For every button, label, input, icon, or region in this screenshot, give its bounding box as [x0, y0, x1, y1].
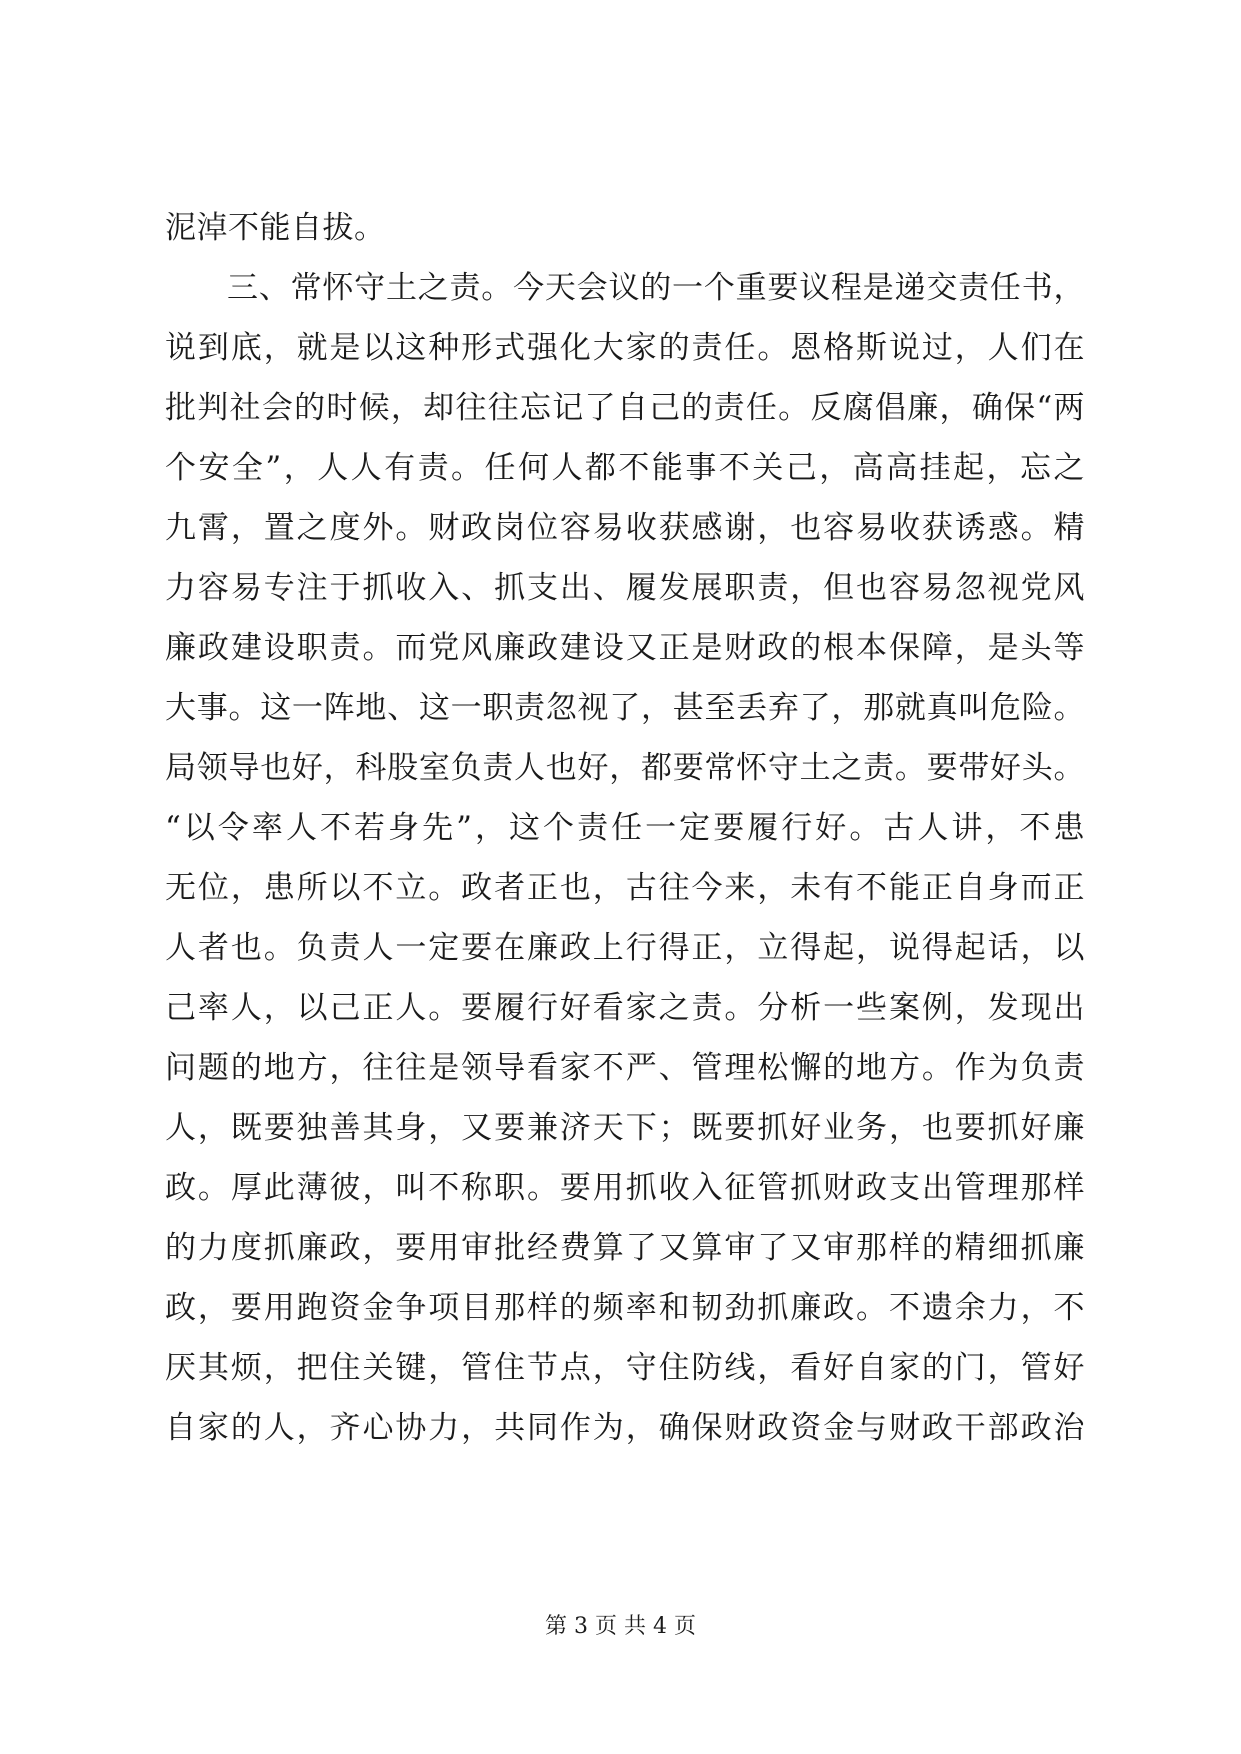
text-line: 力容易专注于抓收入、抓支出、履发展职责，但也容易忽视党风	[165, 570, 1085, 606]
text-line: 政，要用跑资金争项目那样的频率和韧劲抓廉政。不遗余力，不	[165, 1290, 1085, 1326]
text-line: 批判社会的时候，却往往忘记了自己的责任。反腐倡廉，确保“两	[165, 390, 1085, 426]
text-line: 无位，患所以不立。政者正也，古往今来，未有不能正自身而正	[165, 870, 1085, 906]
text-line: 九霄，置之度外。财政岗位容易收获感谢，也容易收获诱惑。精	[165, 510, 1085, 546]
text-line: 己率人，以己正人。要履行好看家之责。分析一些案例，发现出	[165, 990, 1085, 1026]
text-line: 的力度抓廉政，要用审批经费算了又算审了又审那样的精细抓廉	[165, 1230, 1085, 1266]
text-line: “以令率人不若身先”，这个责任一定要履行好。古人讲，不患	[165, 810, 1085, 846]
text-line: 泥淖不能自拔。	[165, 210, 386, 246]
paragraph-start-line: 三、常怀守土之责。今天会议的一个重要议程是递交责任书，	[227, 270, 1085, 306]
text-line: 说到底，就是以这种形式强化大家的责任。恩格斯说过，人们在	[165, 330, 1085, 366]
text-line: 大事。这一阵地、这一职责忽视了，甚至丢弃了，那就真叫危险。	[165, 690, 1085, 726]
text-line: 个安全”，人人有责。任何人都不能事不关己，高高挂起，忘之	[165, 450, 1085, 486]
text-line: 自家的人，齐心协力，共同作为，确保财政资金与财政干部政治	[165, 1410, 1085, 1446]
text-line: 廉政建设职责。而党风廉政建设又正是财政的根本保障，是头等	[165, 630, 1085, 666]
text-line: 局领导也好，科股室负责人也好，都要常怀守土之责。要带好头。	[165, 750, 1085, 786]
text-line: 人，既要独善其身，又要兼济天下；既要抓好业务，也要抓好廉	[165, 1110, 1085, 1146]
text-line: 问题的地方，往往是领导看家不严、管理松懈的地方。作为负责	[165, 1050, 1085, 1086]
text-line: 人者也。负责人一定要在廉政上行得正，立得起，说得起话，以	[165, 930, 1085, 966]
text-line: 政。厚此薄彼，叫不称职。要用抓收入征管抓财政支出管理那样	[165, 1170, 1085, 1206]
body-text	[165, 198, 1085, 1458]
text-line: 厌其烦，把住关键，管住节点，守住防线，看好自家的门，管好	[165, 1350, 1085, 1386]
page-number-footer: 第 3 页 共 4 页	[545, 1614, 696, 1639]
